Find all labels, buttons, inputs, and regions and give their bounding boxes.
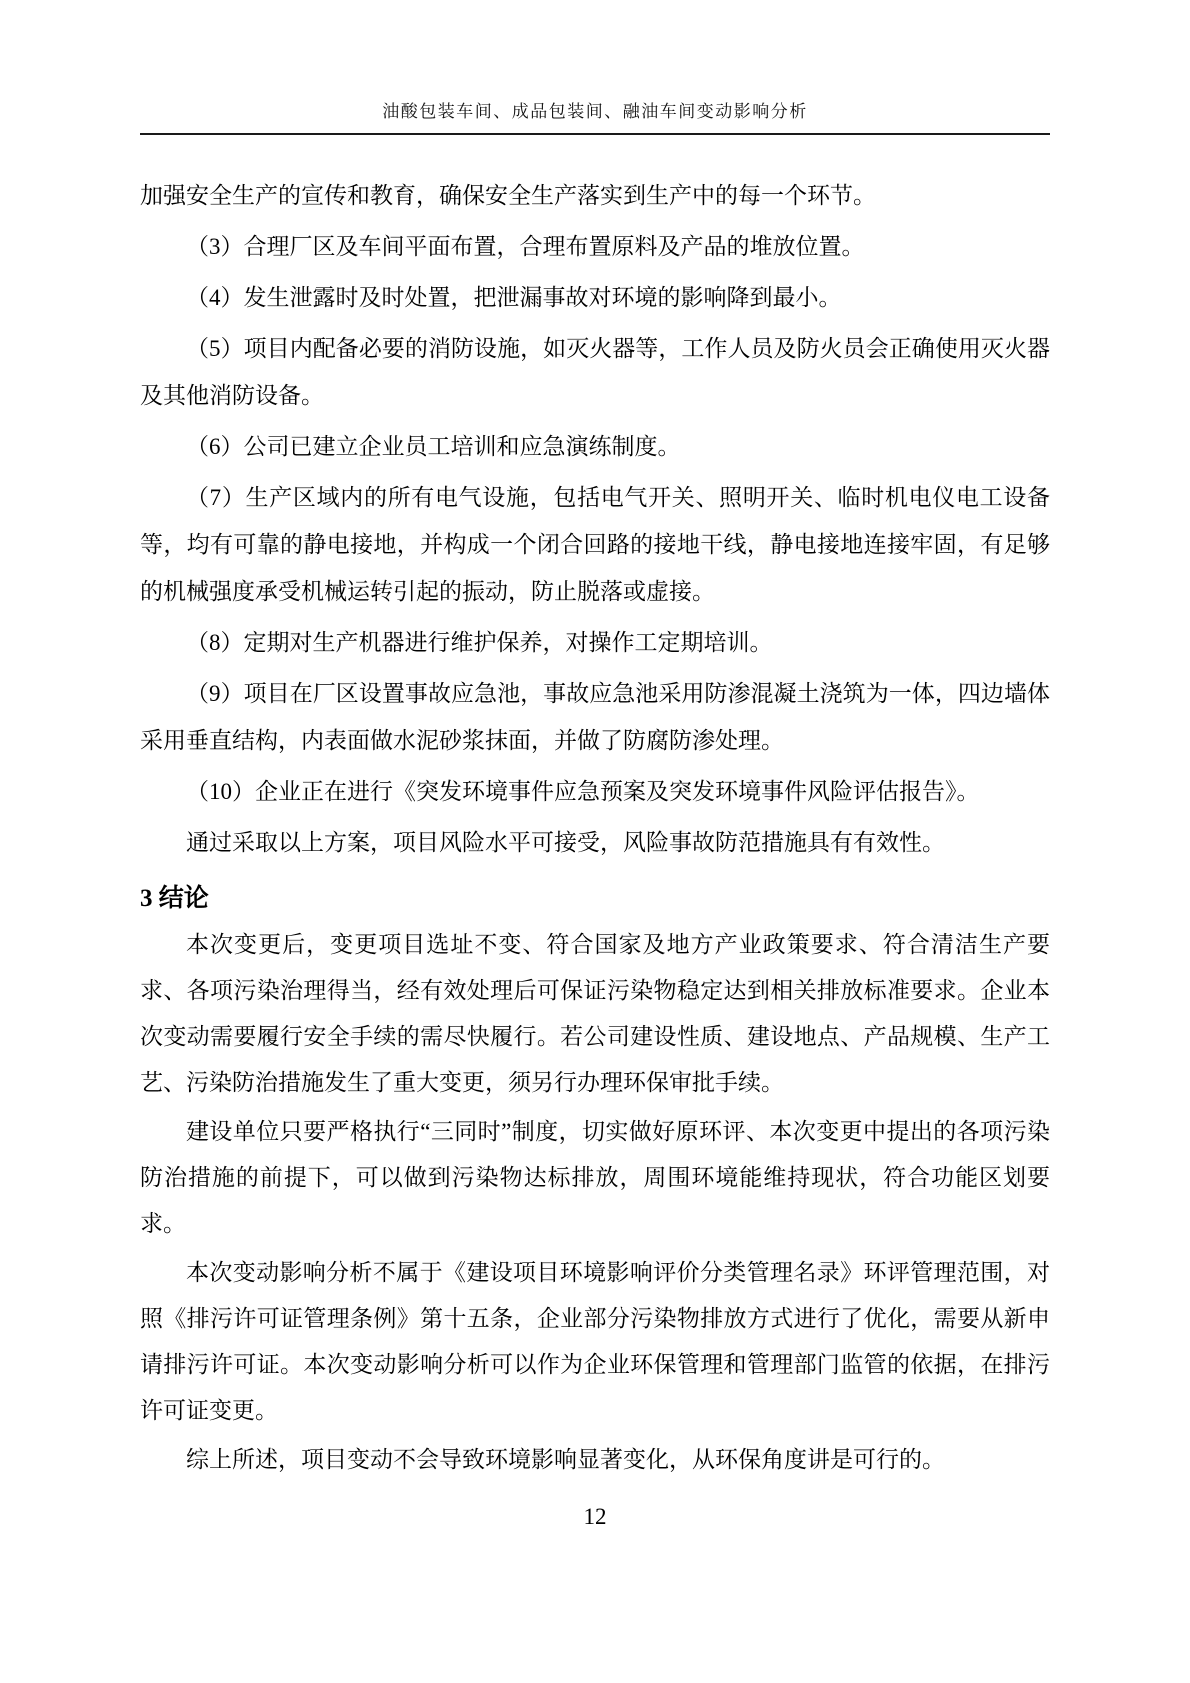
page-number: 12 (583, 1504, 607, 1529)
risk-measures-section (140, 172, 1050, 866)
paragraph-item-6: （6）公司已建立企业员工培训和应急演练制度。 (186, 434, 681, 459)
paragraph-item-9: （9）项目在厂区设置事故应急池，事故应急池采用防渗混凝土浇筑为一体，四边墙体采用垂直结构，内表面做水泥砂浆抹面，并做了防腐防渗处理。 (140, 681, 1050, 753)
conclusion-paragraph-4: 综上所述，项目变动不会导致环境影响显著变化，从环保角度讲是可行的。 (186, 1447, 945, 1472)
conclusion-section (140, 922, 1050, 1483)
paragraph-item-8: （8）定期对生产机器进行维护保养，对操作工定期培训。 (186, 630, 773, 655)
paragraph-item-5: （5）项目内配备必要的消防设施，如灭火器等，工作人员及防火员会正确使用灭火器及其他消防设备。 (140, 336, 1050, 408)
paragraph-summary: 通过采取以上方案，项目风险水平可接受，风险事故防范措施具有有效性。 (186, 830, 945, 855)
paragraph-item-10: （10）企业正在进行《突发环境事件应急预案及突发环境事件风险评估报告》。 (186, 779, 980, 804)
paragraph-item-7: （7）生产区域内的所有电气设施，包括电气开关、照明开关、临时机电仪电工设备等，均有可靠的静电接地，并构成一个闭合回路的接地干线，静电接地连接牢固，有足够的机械强度承受机械运转引起的振动，防止脱落或虚接。 (140, 485, 1050, 604)
running-header-title: 油酸包装车间、成品包装间、融油车间变动影响分析 (382, 102, 808, 121)
page-footer (0, 1500, 1190, 1534)
paragraph-continuation: 加强安全生产的宣传和教育，确保安全生产落实到生产中的每一个环节。 (140, 183, 876, 208)
page-header (140, 0, 1050, 135)
conclusion-paragraph-2: 建设单位只要严格执行“三同时”制度，切实做好原环评、本次变更中提出的各项污染防治措施的前提下，可以做到污染物达标排放，周围环境能维持现状，符合功能区划要求。 (140, 1119, 1050, 1236)
conclusion-heading: 3 结论 (140, 885, 209, 912)
paragraph-item-4: （4）发生泄露时及时处置，把泄漏事故对环境的影响降到最小。 (186, 285, 842, 310)
header-rule (140, 133, 1050, 135)
paragraph-item-3: （3）合理厂区及车间平面布置，合理布置原料及产品的堆放位置。 (186, 234, 865, 259)
conclusion-paragraph-1: 本次变更后，变更项目选址不变、符合国家及地方产业政策要求、符合清洁生产要求、各项污染治理得当，经有效处理后可保证污染物稳定达到相关排放标准要求。企业本次变动需要履行安全手续的需尽快履行。若公司建设性质、建设地点、产品规模、生产工艺、污染防治措施发生了重大变更，须另行办理环保审批手续。 (140, 932, 1050, 1095)
document-body (140, 172, 1050, 1486)
conclusion-paragraph-3: 本次变动影响分析不属于《建设项目环境影响评价分类管理名录》环评管理范围，对照《排污许可证管理条例》第十五条，企业部分污染物排放方式进行了优化，需要从新申请排污许可证。本次变动影响分析可以作为企业环保管理和管理部门监管的依据，在排污许可证变更。 (140, 1260, 1050, 1423)
